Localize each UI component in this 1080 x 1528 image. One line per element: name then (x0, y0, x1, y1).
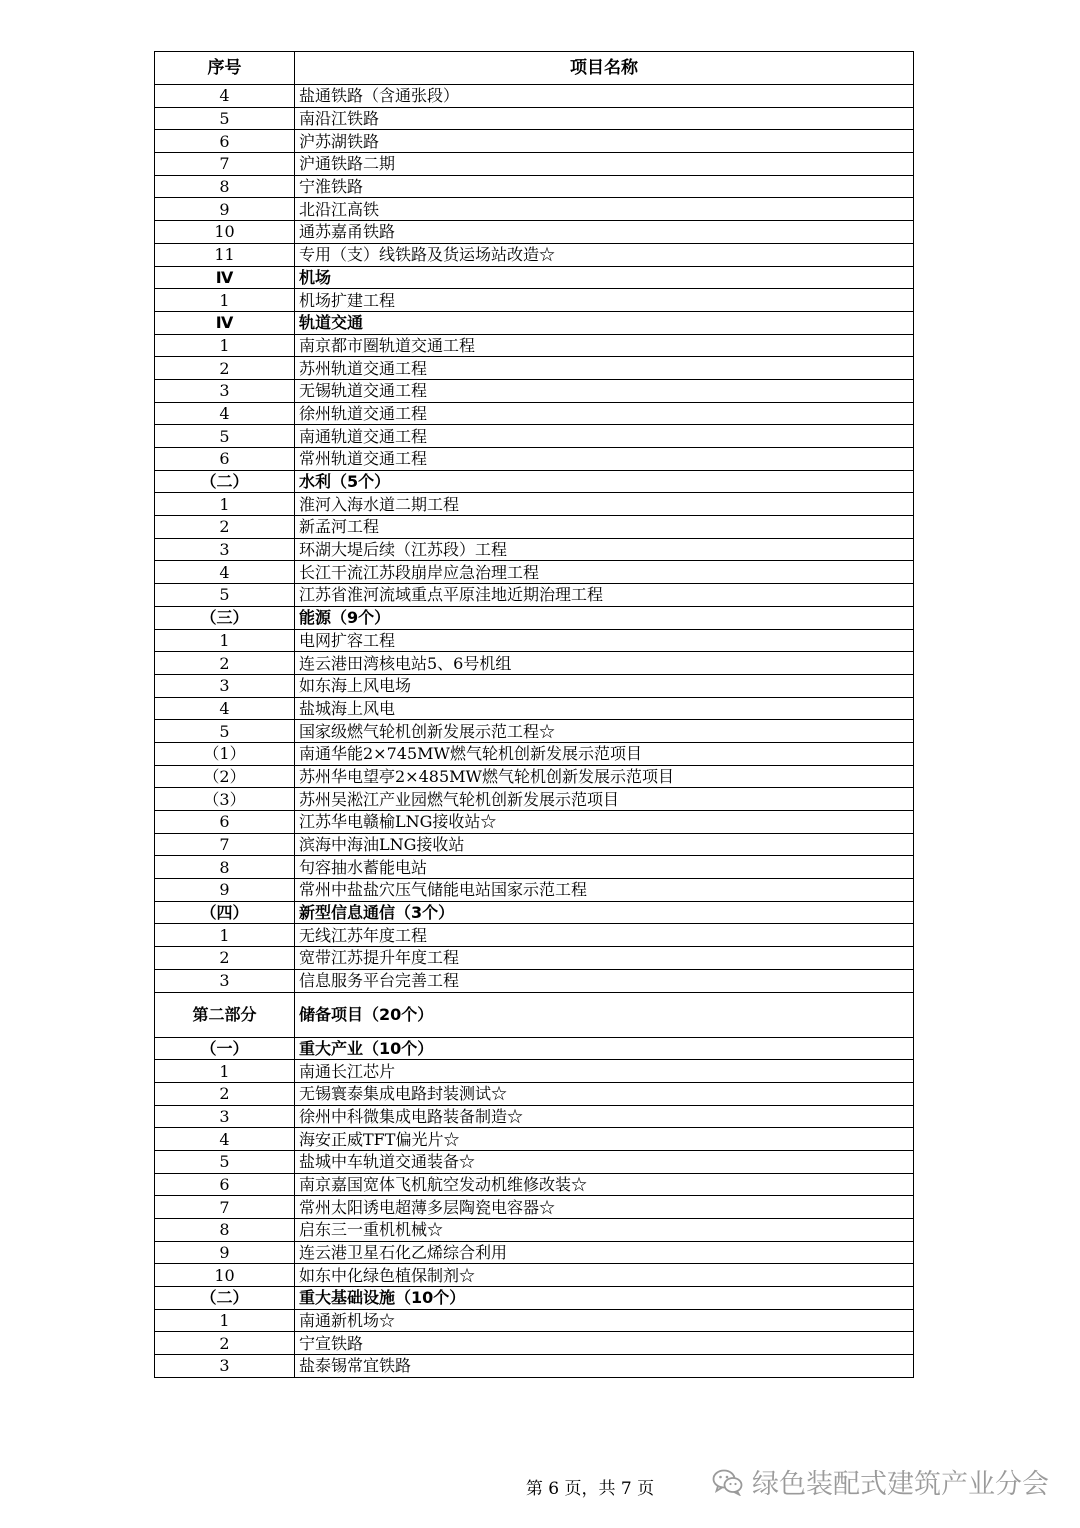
row-number: 1 (155, 1309, 295, 1332)
row-project-name: 常州太阳诱电超薄多层陶瓷电容器☆ (295, 1196, 914, 1219)
row-number: 1 (155, 493, 295, 516)
row-number: 1 (155, 924, 295, 947)
row-project-name: 机场扩建工程 (295, 289, 914, 312)
row-project-name: 沪通铁路二期 (295, 153, 914, 176)
row-project-name: 环湖大堤后续（江苏段）工程 (295, 538, 914, 561)
row-number: （四） (155, 901, 295, 924)
row-project-name: 新型信息通信（3个） (295, 901, 914, 924)
watermark (712, 1462, 1049, 1501)
row-number: 3 (155, 379, 295, 402)
row-number: 8 (155, 175, 295, 198)
watermark-text: 绿色装配式建筑产业分会 (752, 1469, 1049, 1500)
table-row (155, 584, 914, 607)
table-row (155, 311, 914, 334)
row-project-name: 淮河入海水道二期工程 (295, 493, 914, 516)
row-number: 1 (155, 1060, 295, 1083)
row-project-name: 海安正威TFT偏光片☆ (295, 1128, 914, 1151)
row-number: 5 (155, 720, 295, 743)
table-row (155, 720, 914, 743)
header-name: 项目名称 (295, 52, 914, 85)
table-row (155, 243, 914, 266)
table-row (155, 1219, 914, 1242)
table-row (155, 1309, 914, 1332)
row-project-name: 无锡寰泰集成电路封装测试☆ (295, 1082, 914, 1105)
row-project-name: 国家级燃气轮机创新发展示范工程☆ (295, 720, 914, 743)
row-number: 4 (155, 1128, 295, 1151)
row-project-name: 江苏省淮河流域重点平原洼地近期治理工程 (295, 584, 914, 607)
row-project-name: 如东海上风电场 (295, 674, 914, 697)
row-project-name: 南通轨道交通工程 (295, 425, 914, 448)
table-row (155, 833, 914, 856)
row-number: （3） (155, 788, 295, 811)
row-number: 第二部分 (155, 992, 295, 1037)
row-project-name: 无线江苏年度工程 (295, 924, 914, 947)
row-number: Ⅳ (155, 311, 295, 334)
row-project-name: 句容抽水蓄能电站 (295, 856, 914, 879)
table-row (155, 379, 914, 402)
table-row (155, 425, 914, 448)
table-row (155, 992, 914, 1037)
row-number: 2 (155, 947, 295, 970)
row-project-name: 徐州中科微集成电路装备制造☆ (295, 1105, 914, 1128)
row-project-name: 储备项目（20个） (295, 992, 914, 1037)
row-number: 10 (155, 1264, 295, 1287)
table-row (155, 516, 914, 539)
row-project-name: 苏州华电望亭2×485MW燃气轮机创新发展示范项目 (295, 765, 914, 788)
table-row (155, 448, 914, 471)
row-number: 3 (155, 674, 295, 697)
row-number: 2 (155, 652, 295, 675)
header-no: 序号 (155, 52, 295, 85)
table-body (155, 85, 914, 1378)
row-number: 7 (155, 833, 295, 856)
row-project-name: 连云港田湾核电站5、6号机组 (295, 652, 914, 675)
row-number: 1 (155, 334, 295, 357)
table-row (155, 357, 914, 380)
table-row (155, 1264, 914, 1287)
table-row (155, 402, 914, 425)
table-row (155, 901, 914, 924)
table-row (155, 198, 914, 221)
row-project-name: 宁宣铁路 (295, 1332, 914, 1355)
row-project-name: 如东中化绿色植保制剂☆ (295, 1264, 914, 1287)
row-project-name: 南通新机场☆ (295, 1309, 914, 1332)
table-row (155, 1287, 914, 1310)
table-row (155, 1355, 914, 1378)
row-project-name: 机场 (295, 266, 914, 289)
row-project-name: 南通华能2×745MW燃气轮机创新发展示范项目 (295, 742, 914, 765)
row-number: 6 (155, 811, 295, 834)
row-number: 2 (155, 1332, 295, 1355)
row-project-name: 南沿江铁路 (295, 107, 914, 130)
row-project-name: 南通长江芯片 (295, 1060, 914, 1083)
row-project-name: 能源（9个） (295, 606, 914, 629)
row-number: 3 (155, 1105, 295, 1128)
table-row (155, 130, 914, 153)
row-number: 10 (155, 221, 295, 244)
row-project-name: 盐城中车轨道交通装备☆ (295, 1150, 914, 1173)
row-number: （三） (155, 606, 295, 629)
row-number: （2） (155, 765, 295, 788)
table-row (155, 811, 914, 834)
row-number: 2 (155, 516, 295, 539)
row-number: 3 (155, 969, 295, 992)
table-row (155, 266, 914, 289)
table-row (155, 947, 914, 970)
table-row (155, 221, 914, 244)
row-number: 6 (155, 130, 295, 153)
table-row (155, 85, 914, 108)
table-row (155, 289, 914, 312)
row-number: 5 (155, 425, 295, 448)
row-project-name: 宽带江苏提升年度工程 (295, 947, 914, 970)
row-number: 4 (155, 85, 295, 108)
table-row (155, 606, 914, 629)
row-project-name: 北沿江高铁 (295, 198, 914, 221)
table-row (155, 856, 914, 879)
page-number: 第 6 页，共 7 页 (525, 1479, 655, 1499)
row-number: 9 (155, 879, 295, 902)
row-number: 5 (155, 584, 295, 607)
row-number: 7 (155, 153, 295, 176)
row-project-name: 盐城海上风电 (295, 697, 914, 720)
table-row (155, 538, 914, 561)
row-project-name: 信息服务平台完善工程 (295, 969, 914, 992)
row-number: 2 (155, 1082, 295, 1105)
table-row (155, 1105, 914, 1128)
row-number: （二） (155, 1287, 295, 1310)
table-row (155, 493, 914, 516)
row-project-name: 苏州轨道交通工程 (295, 357, 914, 380)
row-project-name: 滨海中海油LNG接收站 (295, 833, 914, 856)
table-row (155, 697, 914, 720)
row-number: 3 (155, 538, 295, 561)
wechat-icon (712, 1468, 744, 1496)
table-row (155, 1128, 914, 1151)
table-row (155, 1150, 914, 1173)
table-row (155, 1060, 914, 1083)
row-project-name: 盐通铁路（含通张段） (295, 85, 914, 108)
row-project-name: 无锡轨道交通工程 (295, 379, 914, 402)
row-number: （1） (155, 742, 295, 765)
row-project-name: 南京都市圈轨道交通工程 (295, 334, 914, 357)
project-table (154, 51, 914, 1378)
row-number: 8 (155, 1219, 295, 1242)
row-project-name: 南京嘉国宽体飞机航空发动机维修改装☆ (295, 1173, 914, 1196)
row-project-name: 盐泰锡常宜铁路 (295, 1355, 914, 1378)
row-number: 4 (155, 561, 295, 584)
table-row (155, 470, 914, 493)
row-project-name: 重大基础设施（10个） (295, 1287, 914, 1310)
table-row (155, 561, 914, 584)
table-row (155, 969, 914, 992)
row-project-name: 启东三一重机机械☆ (295, 1219, 914, 1242)
row-number: 2 (155, 357, 295, 380)
row-project-name: 宁淮铁路 (295, 175, 914, 198)
row-number: 4 (155, 697, 295, 720)
row-number: 4 (155, 402, 295, 425)
table-row (155, 629, 914, 652)
row-number: （一） (155, 1037, 295, 1060)
table-row (155, 765, 914, 788)
table-row (155, 1082, 914, 1105)
table-row (155, 1037, 914, 1060)
table-row (155, 1173, 914, 1196)
row-number: 1 (155, 629, 295, 652)
table-row (155, 107, 914, 130)
table-row (155, 175, 914, 198)
row-project-name: 常州轨道交通工程 (295, 448, 914, 471)
row-number: 11 (155, 243, 295, 266)
row-number: （二） (155, 470, 295, 493)
row-number: 6 (155, 448, 295, 471)
table-row (155, 153, 914, 176)
table-row (155, 742, 914, 765)
row-project-name: 沪苏湖铁路 (295, 130, 914, 153)
row-project-name: 苏州吴淞江产业园燃气轮机创新发展示范项目 (295, 788, 914, 811)
row-number: 8 (155, 856, 295, 879)
table-row (155, 334, 914, 357)
row-number: 9 (155, 198, 295, 221)
row-number: 9 (155, 1241, 295, 1264)
row-project-name: 新孟河工程 (295, 516, 914, 539)
row-number: 1 (155, 289, 295, 312)
row-project-name: 长江干流江苏段崩岸应急治理工程 (295, 561, 914, 584)
table-row (155, 1196, 914, 1219)
table-header (155, 52, 914, 85)
row-number: Ⅳ (155, 266, 295, 289)
row-project-name: 江苏华电赣榆LNG接收站☆ (295, 811, 914, 834)
row-number: 5 (155, 1150, 295, 1173)
table-row (155, 1332, 914, 1355)
row-number: 7 (155, 1196, 295, 1219)
row-project-name: 重大产业（10个） (295, 1037, 914, 1060)
row-project-name: 常州中盐盐穴压气储能电站国家示范工程 (295, 879, 914, 902)
table-row (155, 788, 914, 811)
row-project-name: 徐州轨道交通工程 (295, 402, 914, 425)
table-row (155, 674, 914, 697)
row-number: 5 (155, 107, 295, 130)
row-project-name: 专用（支）线铁路及货运场站改造☆ (295, 243, 914, 266)
table-row (155, 879, 914, 902)
table-row (155, 1241, 914, 1264)
row-project-name: 水利（5个） (295, 470, 914, 493)
table-row (155, 652, 914, 675)
row-project-name: 连云港卫星石化乙烯综合利用 (295, 1241, 914, 1264)
row-project-name: 通苏嘉甬铁路 (295, 221, 914, 244)
row-number: 6 (155, 1173, 295, 1196)
row-project-name: 电网扩容工程 (295, 629, 914, 652)
row-number: 3 (155, 1355, 295, 1378)
table-row (155, 924, 914, 947)
row-project-name: 轨道交通 (295, 311, 914, 334)
